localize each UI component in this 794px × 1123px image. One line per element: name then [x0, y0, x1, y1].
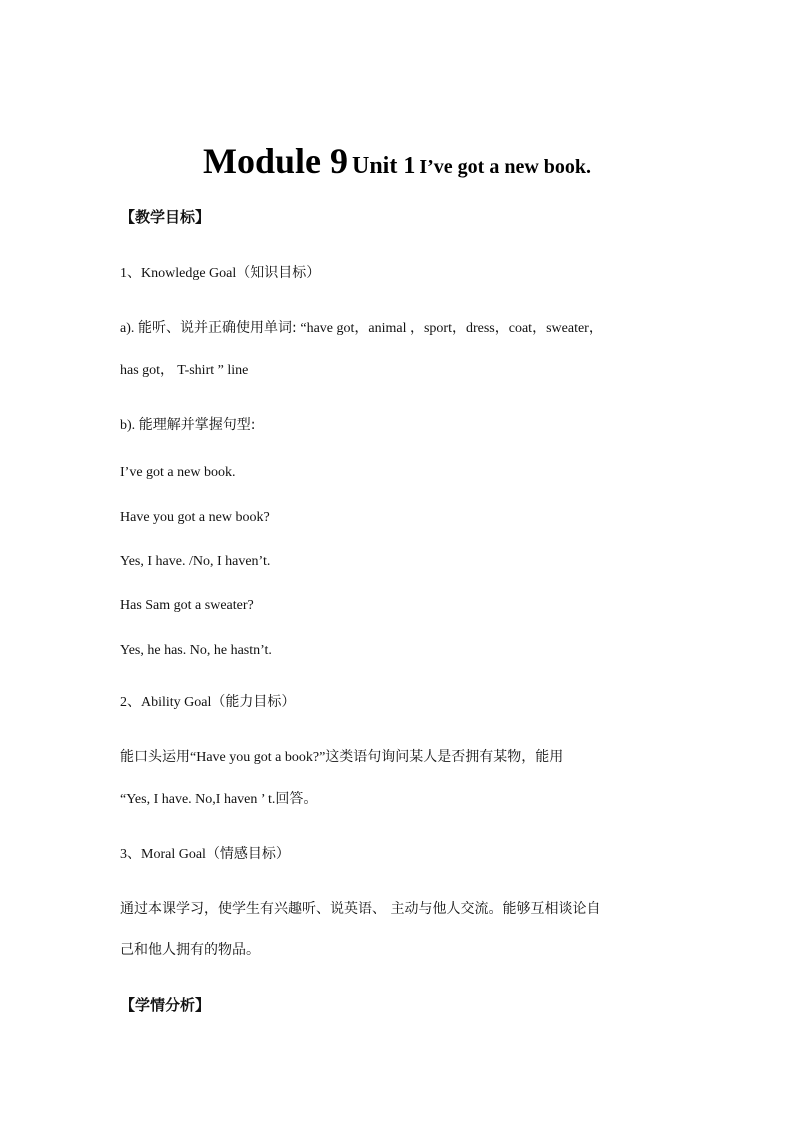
page-title: [0, 140, 794, 182]
moral-goal-label-zh: （情感目标）: [205, 846, 290, 862]
knowledge-goal-label-zh: （知识目标）: [236, 265, 321, 281]
title-unit: Unit 1: [352, 153, 416, 179]
knowledge-goal-a-cont: [120, 360, 248, 381]
ability-goal-label: 2、Ability Goal: [120, 695, 212, 710]
item-a-words-line2: has got， T-shirt ” line: [120, 363, 249, 378]
sentence-line: Yes, I have. /No, I haven’t.: [120, 554, 271, 569]
ability-text-c: 回答。: [275, 791, 318, 807]
ability-text-a: 能口头运用: [120, 749, 190, 765]
section-heading-teaching-goals: 【教学目标】: [120, 208, 211, 226]
title-lesson: I’ve got a new book.: [419, 156, 592, 178]
moral-goal-heading: [120, 844, 290, 865]
ability-goal-heading: [120, 692, 295, 713]
sentence-line: Has Sam got a sweater?: [120, 598, 254, 613]
ability-example-question: “Have you got a book?”: [190, 750, 326, 765]
ability-goal-line1: [120, 747, 563, 768]
moral-goal-line1: 通过本课学习，使学生有兴趣听、说英语、 主动与他人交流。能够互相谈论自: [120, 901, 601, 917]
sentence-line: Have you got a new book?: [120, 510, 270, 525]
item-a-prefix: a).: [120, 321, 135, 336]
item-a-text: 能听、说并正确使用单词:: [138, 320, 297, 336]
title-module: Module 9: [202, 141, 348, 181]
ability-text-b: 这类语句询问某人是否拥有某物，能用: [325, 749, 564, 765]
sentence-line: I’ve got a new book.: [120, 465, 236, 480]
ability-goal-line2: [120, 789, 317, 810]
knowledge-goal-b: [120, 415, 256, 436]
ability-example-answer: “Yes, I have. No,I haven ’ t.: [120, 792, 276, 807]
sentence-line: Yes, he has. No, he hastn’t.: [120, 643, 272, 658]
item-a-words-line1: “have got，animal ，sport，dress，coat，sweater，: [300, 321, 603, 336]
item-b-text: 能理解并掌握句型:: [138, 417, 256, 433]
section-heading-student-analysis: 【学情分析】: [120, 996, 211, 1014]
knowledge-goal-heading: [120, 263, 320, 284]
moral-goal-line2: 己和他人拥有的物品。: [120, 942, 260, 958]
knowledge-goal-label: 1、Knowledge Goal: [120, 266, 237, 281]
ability-goal-label-zh: （能力目标）: [211, 694, 296, 710]
item-b-prefix: b).: [120, 418, 136, 433]
moral-goal-label: 3、Moral Goal: [120, 847, 206, 862]
knowledge-goal-a: [120, 318, 603, 339]
